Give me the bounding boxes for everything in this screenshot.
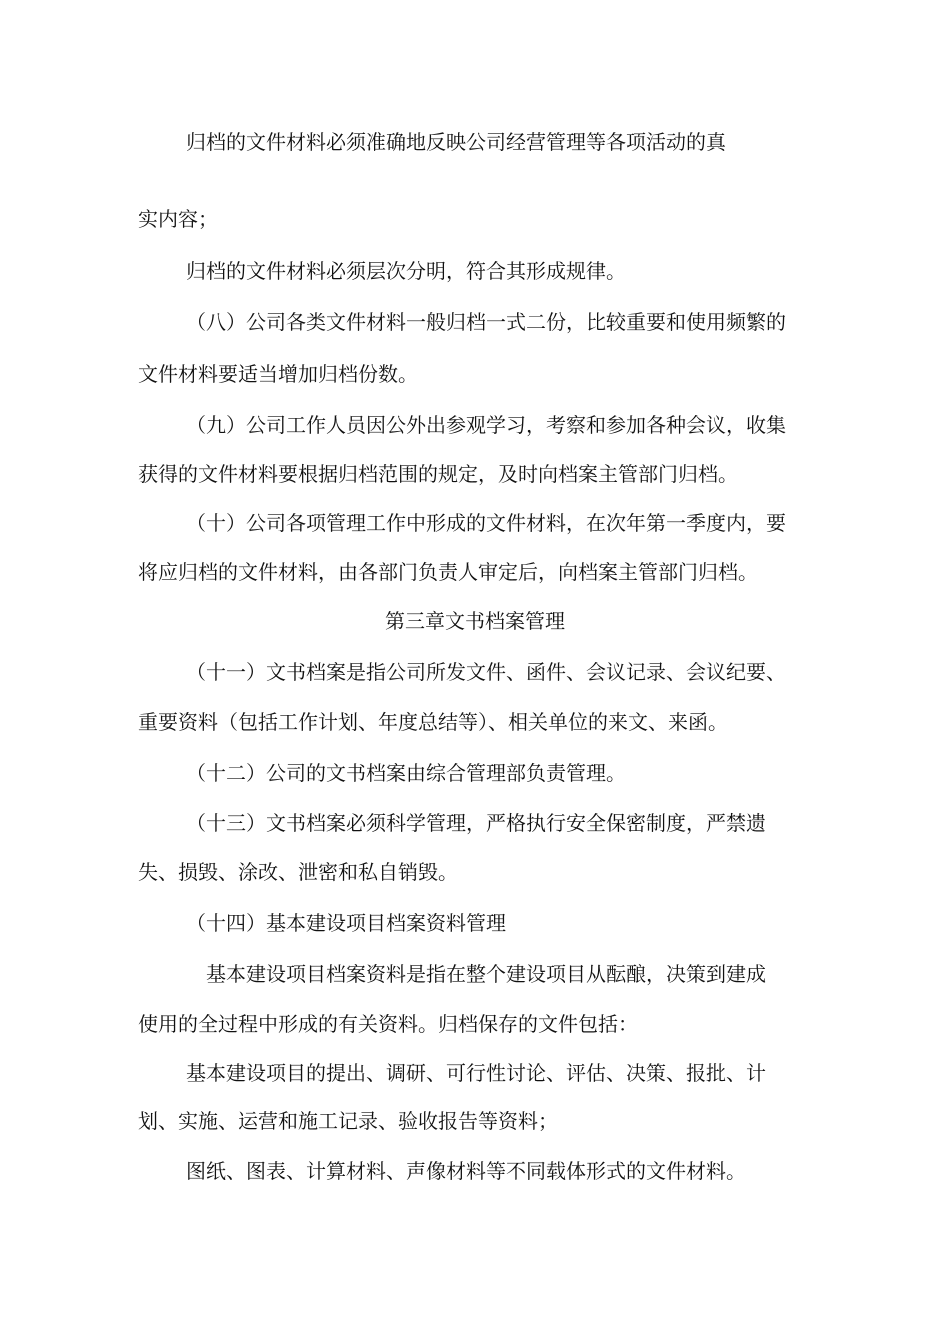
paragraph-line: 失、损毁、涂改、泄密和私自销毁。 — [138, 860, 458, 884]
paragraph-line: 将应归档的文件材料，由各部门负责人审定后，向档案主管部门归档。 — [138, 560, 758, 584]
paragraph-line: 划、实施、运营和施工记录、验收报告等资料； — [138, 1109, 558, 1133]
paragraph-line: 获得的文件材料要根据归档范围的规定，及时向档案主管部门归档。 — [138, 462, 738, 486]
paragraph-line: 文件材料要适当增加归档份数。 — [138, 362, 418, 386]
paragraph-line: （十）公司各项管理工作中形成的文件材料，在次年第一季度内，要 — [186, 511, 786, 535]
paragraph-line: （十二）公司的文书档案由综合管理部负责管理。 — [186, 761, 626, 785]
chapter-heading: 第三章文书档案管理 — [385, 609, 565, 633]
paragraph-line: 图纸、图表、计算材料、声像材料等不同载体形式的文件材料。 — [186, 1159, 746, 1183]
paragraph-line: 使用的全过程中形成的有关资料。归档保存的文件包括： — [138, 1012, 638, 1036]
paragraph-line: 归档的文件材料必须层次分明，符合其形成规律。 — [186, 259, 626, 283]
paragraph-line: 基本建设项目的提出、调研、可行性讨论、评估、决策、报批、计 — [186, 1061, 766, 1085]
paragraph-line: （十一）文书档案是指公司所发文件、函件、会议记录、会议纪要、 — [186, 660, 786, 684]
paragraph-line: （十三）文书档案必须科学管理，严格执行安全保密制度，严禁遗 — [186, 811, 766, 835]
paragraph-line: 基本建设项目档案资料是指在整个建设项目从酝酿，决策到建成 — [206, 962, 766, 986]
paragraph-line: 重要资料（包括工作计划、年度总结等）、相关单位的来文、来函。 — [138, 710, 728, 734]
paragraph-line: （九）公司工作人员因公外出参观学习，考察和参加各种会议，收集 — [186, 413, 786, 437]
paragraph-line: （十四）基本建设项目档案资料管理 — [186, 911, 506, 935]
paragraph-line: 归档的文件材料必须准确地反映公司经营管理等各项活动的真 — [186, 130, 726, 154]
paragraph-line: 实内容； — [138, 207, 218, 231]
paragraph-line: （八）公司各类文件材料一般归档一式二份，比较重要和使用频繁的 — [186, 310, 786, 334]
